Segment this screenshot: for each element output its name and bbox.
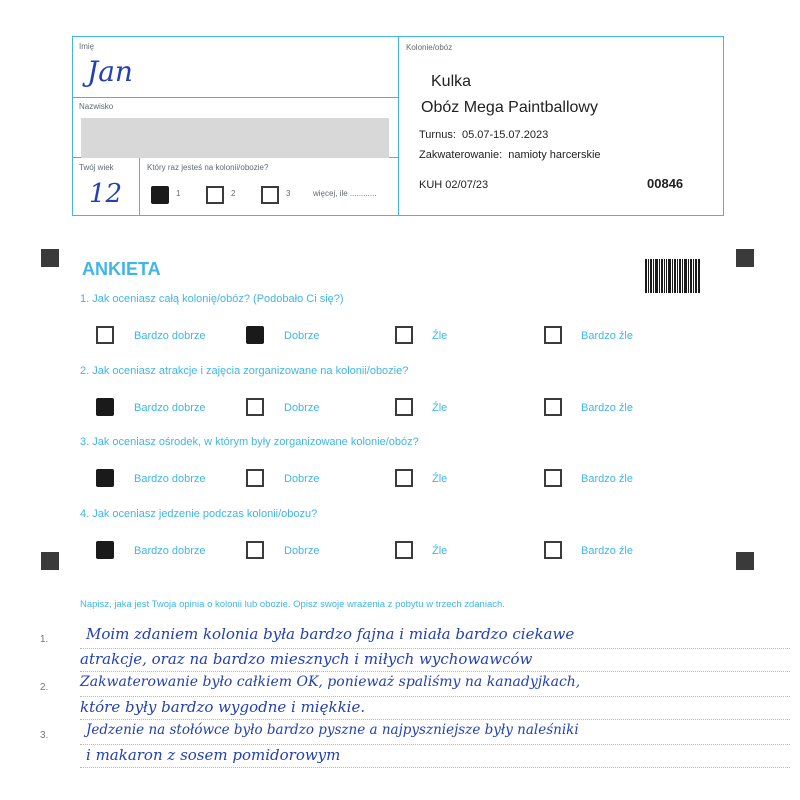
question-3-text: 3. Jak oceniasz ośrodek, w którym były zorganizowane kolonie/obóz? xyxy=(80,436,419,448)
q1-checkbox-bardzo-zle[interactable] xyxy=(544,326,562,344)
header-box xyxy=(72,36,724,216)
q1-option-zle: Źle xyxy=(432,330,448,342)
q3-option-bardzo-zle: Bardzo źle xyxy=(581,473,633,485)
writing-line-6 xyxy=(80,767,790,768)
opinion-line-5[interactable]: Jedzenie na stołówce było bardzo pyszne a najpyszniejsze były naleśniki xyxy=(86,722,579,738)
ktory-raz-checkbox-2[interactable] xyxy=(206,186,224,204)
q4-option-bardzo-zle: Bardzo źle xyxy=(581,545,633,557)
writing-line-2 xyxy=(80,671,790,672)
wiecej-label: więcej, ile ............ xyxy=(313,189,377,198)
imie-value[interactable]: Jan xyxy=(87,55,133,88)
turnus-value: 05.07-15.07.2023 xyxy=(461,129,549,141)
ktory-raz-option-1: 1 xyxy=(176,189,181,198)
q2-checkbox-zle[interactable] xyxy=(395,398,413,416)
barcode-icon xyxy=(645,259,700,293)
question-1-text: 1. Jak oceniasz całą kolonię/obóz? (Podobało Ci się?) xyxy=(80,293,344,305)
question-4-text: 4. Jak oceniasz jedzenie podczas kolonii/obozu? xyxy=(80,508,318,520)
nazwisko-redacted xyxy=(81,118,389,158)
oboz-name: Obóz Mega Paintballowy xyxy=(421,99,598,116)
turnus-row xyxy=(419,129,548,141)
q4-option-dobrze: Dobrze xyxy=(284,545,320,557)
writing-line-3 xyxy=(80,696,790,697)
opinion-number-1: 1. xyxy=(40,634,49,645)
kod: KUH 02/07/23 xyxy=(419,179,489,191)
q3-checkbox-bardzo-zle[interactable] xyxy=(544,469,562,487)
writing-line-4 xyxy=(80,719,790,720)
zakwaterowanie-value: namioty harcerskie xyxy=(508,149,601,161)
kolonia-label: Kolonie/obóz xyxy=(406,43,453,52)
q2-checkbox-dobrze[interactable] xyxy=(246,398,264,416)
kolonia-name: Kulka xyxy=(431,73,472,90)
q2-option-dobrze: Dobrze xyxy=(284,402,320,414)
q4-checkbox-bardzo-zle[interactable] xyxy=(544,541,562,559)
ktory-raz-label: Który raz jesteś na kolonii/obozie? xyxy=(147,163,269,172)
writing-line-1 xyxy=(80,648,790,649)
survey-title: ANKIETA xyxy=(82,259,161,279)
wiek-value[interactable]: 12 xyxy=(89,179,123,209)
q1-option-dobrze: Dobrze xyxy=(284,330,320,342)
q2-checkbox-bardzo-zle[interactable] xyxy=(544,398,562,416)
q1-checkbox-bardzo-dobrze[interactable] xyxy=(96,326,114,344)
q4-checkbox-bardzo-dobrze[interactable] xyxy=(96,541,114,559)
q4-option-bardzo-dobrze: Bardzo dobrze xyxy=(134,545,206,557)
q3-option-dobrze: Dobrze xyxy=(284,473,320,485)
q3-option-bardzo-dobrze: Bardzo dobrze xyxy=(134,473,206,485)
q2-checkbox-bardzo-dobrze[interactable] xyxy=(96,398,114,416)
opinion-line-3[interactable]: Zakwaterowanie było całkiem OK, ponieważ spaliśmy na kanadyjkach, xyxy=(80,674,581,690)
wiek-label: Twój wiek xyxy=(79,163,114,172)
nazwisko-label: Nazwisko xyxy=(79,102,114,111)
opinion-line-6[interactable]: i makaron z sosem pomidorowym xyxy=(86,746,341,764)
opinion-prompt: Napisz, jaka jest Twoja opinia o kolonii lub obozie. Opisz swoje wrażenia z pobytu w trzech zdaniach. xyxy=(80,599,505,610)
header-divider-vertical xyxy=(398,37,399,215)
header-divider-1 xyxy=(73,97,398,98)
q1-checkbox-zle[interactable] xyxy=(395,326,413,344)
imie-label: Imię xyxy=(79,42,95,51)
q4-checkbox-zle[interactable] xyxy=(395,541,413,559)
q4-checkbox-dobrze[interactable] xyxy=(246,541,264,559)
opinion-number-3: 3. xyxy=(40,730,49,741)
q3-checkbox-dobrze[interactable] xyxy=(246,469,264,487)
registration-marker-bottom-left xyxy=(41,552,59,570)
registration-marker-bottom-right xyxy=(736,552,754,570)
opinion-number-2: 2. xyxy=(40,682,49,693)
opinion-line-1[interactable]: Moim zdaniem kolonia była bardzo fajna i miała bardzo ciekawe xyxy=(86,625,575,643)
ktory-raz-checkbox-3[interactable] xyxy=(261,186,279,204)
question-2-text: 2. Jak oceniasz atrakcje i zajęcia zorganizowane na kolonii/obozie? xyxy=(80,365,409,377)
q2-option-bardzo-zle: Bardzo źle xyxy=(581,402,633,414)
q3-checkbox-bardzo-dobrze[interactable] xyxy=(96,469,114,487)
q1-option-bardzo-dobrze: Bardzo dobrze xyxy=(134,330,206,342)
numer: 00846 xyxy=(647,176,684,191)
opinion-line-4[interactable]: które były bardzo wygodne i miękkie. xyxy=(80,698,366,716)
writing-line-5 xyxy=(80,744,790,745)
q1-checkbox-dobrze[interactable] xyxy=(246,326,264,344)
registration-marker-top-left xyxy=(41,249,59,267)
q4-option-zle: Źle xyxy=(432,545,448,557)
ktory-raz-checkbox-1[interactable] xyxy=(151,186,169,204)
opinion-line-2[interactable]: atrakcje, oraz na bardzo miesznych i miłych wychowawców xyxy=(80,650,533,668)
q1-option-bardzo-zle: Bardzo źle xyxy=(581,330,633,342)
q2-option-bardzo-dobrze: Bardzo dobrze xyxy=(134,402,206,414)
ktory-raz-option-3: 3 xyxy=(286,189,291,198)
q3-checkbox-zle[interactable] xyxy=(395,469,413,487)
ktory-raz-option-2: 2 xyxy=(231,189,236,198)
zakwaterowanie-row xyxy=(419,149,601,161)
q2-option-zle: Źle xyxy=(432,402,448,414)
header-divider-3 xyxy=(139,157,140,215)
registration-marker-top-right xyxy=(736,249,754,267)
zakwaterowanie-label: Zakwaterowanie: xyxy=(419,149,503,161)
q3-option-zle: Źle xyxy=(432,473,448,485)
turnus-label: Turnus: xyxy=(419,129,456,141)
